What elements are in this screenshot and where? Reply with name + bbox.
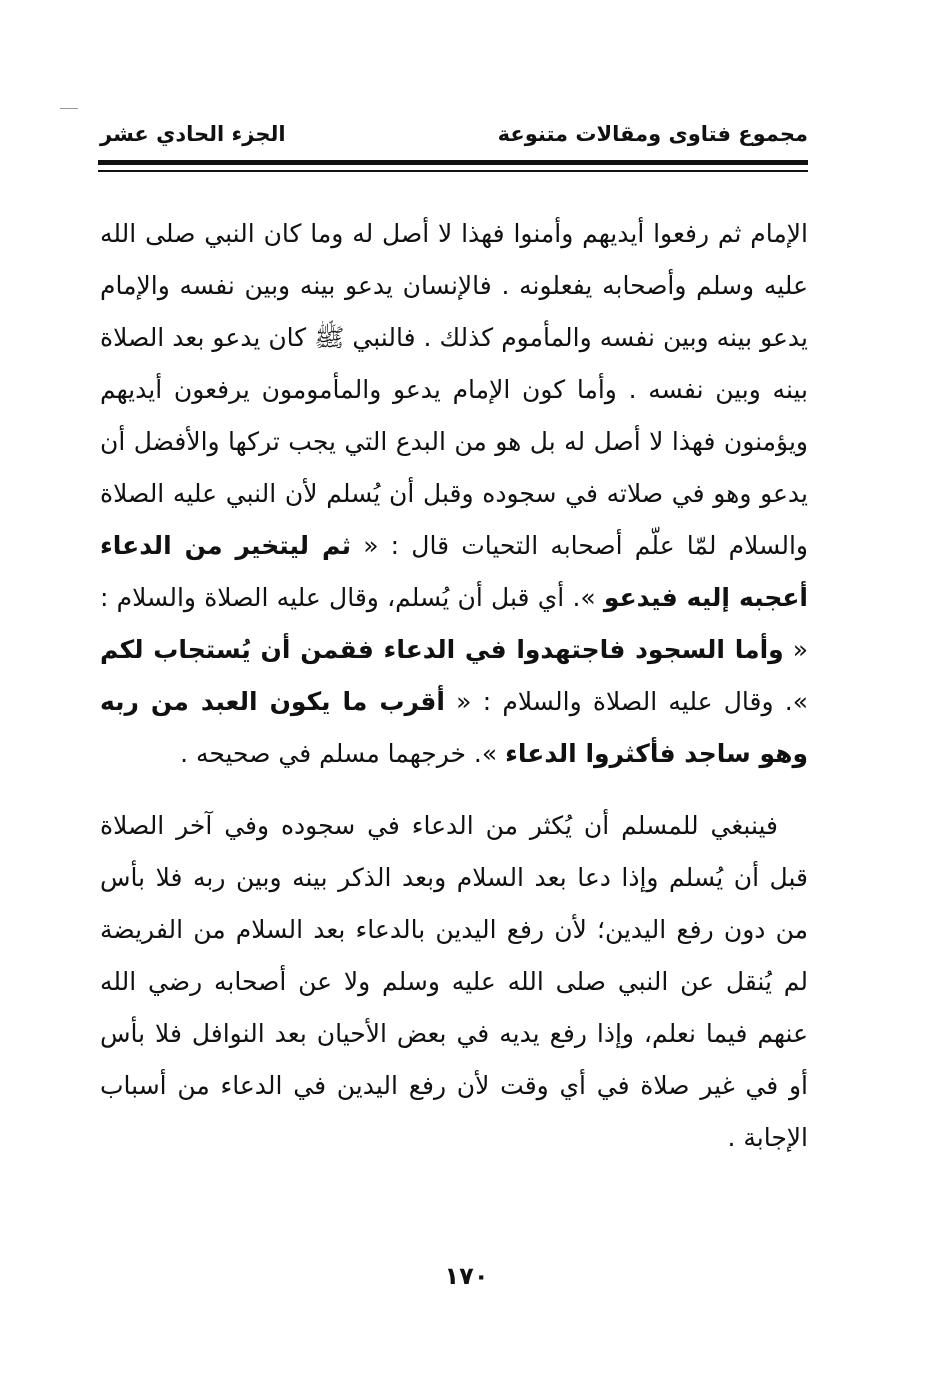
paragraph-1-text-1: الإمام ثم رفعوا أيديهم وأمنوا فهذا لا أصل له وما كان النبي صلى الله عليه وسلم وأصحابه يفعلونه . فالإنسان يدعو بينه وبين نفسه والإمام يدعو بينه وبين نفسه والمأموم كذلك . فالنبي ﷺ كان يدعو بعد الصلاة بينه وبين نفسه . وأما كون الإمام يدعو والمأمومون يرفعون أيديهم ويؤمنون فهذا لا أصل له بل هو من البدع التي يجب تركها والأفضل أن يدعو وهو في صلاته في سجوده وقبل أن يُسلم لأن النبي عليه الصلاة والسلام لمّا علّم أصحابه التحيات قال : «	[100, 219, 809, 560]
header-rule-thick	[98, 160, 808, 165]
paragraph-1-text-4: ». خرجهما مسلم في صحيحه .	[180, 739, 506, 768]
paragraph-1	[100, 208, 808, 780]
hadith-quote-3: أقرب ما يكون العبد من ربه وهو ساجد فأكثروا الدعاء	[100, 687, 808, 768]
paragraph-1-text-2: ». أي قبل أن يُسلم، وقال عليه الصلاة والسلام : «	[100, 583, 808, 664]
body-text	[100, 208, 808, 1164]
volume-label: الجزء الحادي عشر	[100, 122, 286, 146]
header-rule-thin	[98, 170, 808, 172]
hadith-quote-2: وأما السجود فاجتهدوا في الدعاء فقمن أن يُستجاب لكم	[100, 635, 784, 664]
running-header	[100, 122, 808, 156]
book-title: مجموع فتاوى ومقالات متنوعة	[497, 122, 808, 146]
paragraph-1-text-3: ». وقال عليه الصلاة والسلام : «	[444, 687, 809, 716]
page-number: ١٧٠	[444, 1262, 489, 1290]
paragraph-2: فينبغي للمسلم أن يُكثر من الدعاء في سجوده وفي آخر الصلاة قبل أن يُسلم وإذا دعا بعد السلام وبعد الذكر بينه وبين ربه فلا بأس من دون رفع اليدين؛ لأن رفع اليدين بالدعاء بعد السلام من الفريضة لم يُنقل عن النبي صلى الله عليه وسلم ولا عن أصحابه رضي الله عنهم فيما نعلم، وإذا رفع يديه في بعض الأحيان بعد النوافل فلا بأس أو في غير صلاة في أي وقت لأن رفع اليدين في الدعاء من أسباب الإجابة .	[100, 811, 808, 1152]
scan-mark	[60, 108, 78, 109]
hadith-quote-1: ثم ليتخير من الدعاء أعجبه إليه فيدعو	[100, 531, 808, 612]
